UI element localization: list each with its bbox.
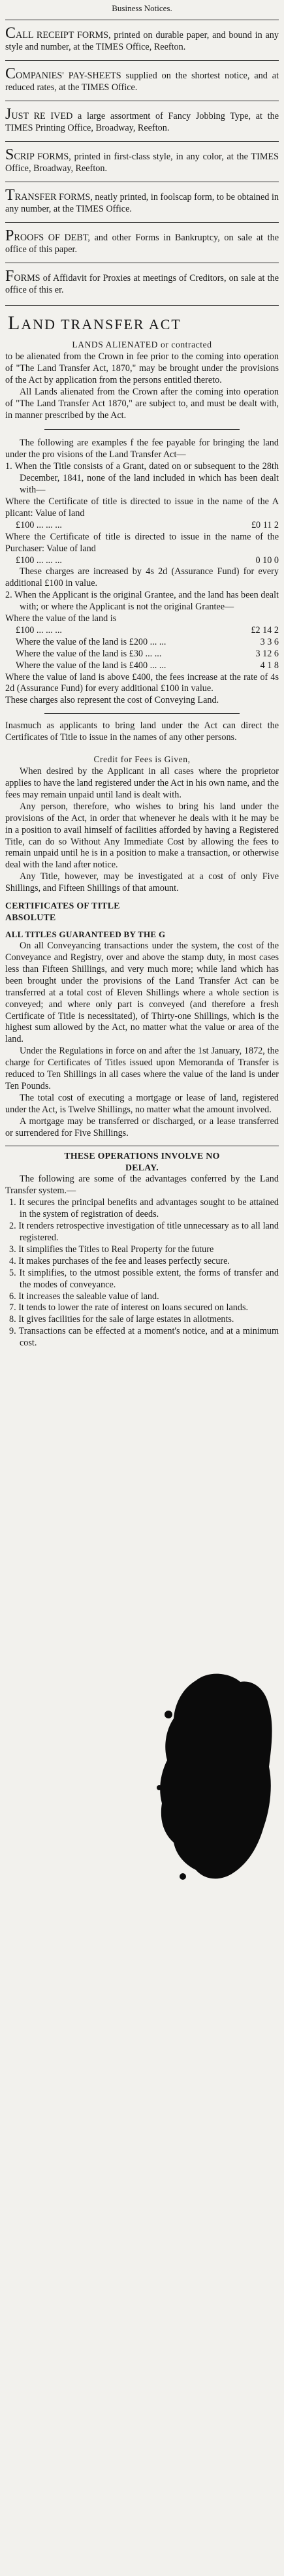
ad-fancy-jobbing-type <box>5 108 279 134</box>
paragraph: When desired by the Applicant in all cases where the proprietor applies to have the land registered under the Act in his own name, and the fees may remain unpaid until land is dealt with. <box>5 766 279 800</box>
drop-cap: J <box>5 106 12 123</box>
ad-text: OMPANIES' PAY-SHEETS supplied on the shortest notice, and at reduced rates, at the TIMES Office. <box>5 71 279 93</box>
lands-alienated-heading: LANDS ALIENATED or contracted <box>72 340 212 349</box>
divider <box>44 713 240 714</box>
list-item: 5. It simplifies, to the utmost possible extent, the forms of transfer and the modes of conveyance. <box>9 1267 279 1290</box>
example-2-c: Where the value of land is above £400, the fees increase at the rate of 4s 2d (Assurance Fund) for every additional £100 in value. <box>5 671 279 694</box>
example-1-d: These charges are increased by 4s 2d (Assurance Fund) for every additional £100 in value. <box>5 566 279 589</box>
ad-transfer-forms <box>5 189 279 215</box>
example-1-c: Where the Certificate of title is directed to issue in the name of the Purchaser: Value of land <box>5 531 279 554</box>
fee-row: £100 ... ... ... 0 10 0 <box>16 555 279 566</box>
divider <box>5 222 279 223</box>
list-item: 1. It secures the principal benefits and advantages sought to be attained in the system of registration of deeds. <box>9 1197 279 1220</box>
list-item: 4. It makes purchases of the fee and leases perfectly secure. <box>9 1255 230 1266</box>
paragraph: Under the Regulations in force on and after the 1st January, 1872, the charge for Certificates of Titles issued upon Memoranda of Transfer is reduced to Ten Shillings in all cases where the value of the land is under Ten Pounds. <box>5 1046 279 1091</box>
fee-row: £100 ... ... ... £2 14 2 <box>16 624 279 636</box>
divider <box>44 429 240 430</box>
example-2-d: These charges also represent the cost of Conveying Land. <box>5 695 219 706</box>
paragraph: Inasmuch as applicants to bring land under the Act can direct the Certificates of Title to issue in the names of any other persons. <box>5 720 279 743</box>
divider <box>5 305 279 306</box>
paragraph: A mortgage may be transferred or discharged, or a lease transferred or surrendered for Five Shillings. <box>5 1116 279 1138</box>
drop-cap: C <box>5 65 16 82</box>
example-2-b: Where the value of the land is <box>5 613 117 624</box>
paragraph: to be alienated from the Crown in fee prior to the coming into operation of "The Land Transfer Act, 1870," may be brought under the provisions of the Act by application from the persons entitled thereto. <box>5 351 279 385</box>
certificates-heading: CERTIFICATES OF TITLE <box>5 901 120 911</box>
list-item: 3. It simplifies the Titles to Real Property for the future <box>9 1244 214 1255</box>
list-item: 8. It gives facilities for the sale of large estates in allotments. <box>9 1314 234 1325</box>
land-transfer-act-notice <box>5 314 279 1349</box>
section-header: Business Notices. <box>112 3 172 13</box>
ad-text: UST RE IVED a large assortment of Fancy Jobbing Type, at the TIMES Printing Office, Broadway, Reefton. <box>5 111 279 133</box>
ad-text: ORMS of Affidavit for Proxies at meetings of Creditors, on sale at the office of this er. <box>5 273 279 295</box>
ad-scrip-forms <box>5 148 279 174</box>
ad-text: CRIP FORMS, printed in first-class style, in any color, at the TIMES Office, Broadway, Reefton. <box>5 152 279 174</box>
drop-cap: C <box>5 25 16 42</box>
all-titles-heading: ALL TITLES GUARANTEED BY THE G <box>5 929 166 940</box>
paragraph: All Lands alienated from the Crown after the coming into operation of "The Land Transfer Act 1870," are subject to, and must be dealt with, in manner prescribed by the Act. <box>5 386 279 421</box>
example-2-intro: 2. When the Applicant is the original Grantee, and the land has been dealt with; or where the Applicant is not the original Grantee— <box>5 590 279 613</box>
paragraph: On all Conveyancing transactions under the system, the cost of the Conveyance and Registry, over and above the stamp duty, in most cases less than Fifteen Shillings, and very much more; while land which has been brought under the provisions of the Land Transfer Act can be transferred at a total cost of Eleven Shillings where a whole section is conveyed; and where only part is conveyed (and therefore a fresh Certificate of Title is necessitated), of Thirty-one Shillings, which is the highest sum allowed by the Act, no matter what the value or area of the land. <box>5 941 279 1045</box>
credit-heading: Credit for Fees is Given, <box>93 754 191 765</box>
list-item: 2. It renders retrospective investigation of title unnecessary as to all land registered. <box>9 1221 279 1243</box>
ad-affidavit-forms <box>5 270 279 296</box>
list-item: 9. Transactions can be effected at a moment's notice, and at a minimum cost. <box>9 1326 279 1349</box>
ad-text: RANSFER FORMS, neatly printed, in foolscap form, to be obtained in any number, at the TIMES Office. <box>5 192 279 214</box>
ink-blot <box>157 1669 274 1884</box>
ad-proofs-of-debt <box>5 229 279 255</box>
drop-cap: P <box>5 227 14 244</box>
ad-text: ALL RECEIPT FORMS, printed on durable paper, and bound in any style and number, at the TIMES Office, Reefton. <box>5 30 279 52</box>
paragraph: The following are some of the advantages conferred by the Land Transfer system.— <box>5 1174 279 1197</box>
example-1-b: Where the Certificate of title is directed to issue in the name of the A plicant: Value of land <box>5 496 279 519</box>
example-1-intro: 1. When the Title consists of a Grant, dated on or subsequent to the 28th December, 1841, none of the land included in which has been dealt with— <box>5 461 279 496</box>
fee-row: Where the value of the land is £30 ... ... 3 12 6 <box>16 648 279 659</box>
advertisement-column <box>5 0 279 1349</box>
ad-companies-pay-sheets <box>5 67 279 93</box>
list-item: 6. It increases the saleable value of land. <box>9 1291 159 1302</box>
operations-heading: THESE OPERATIONS INVOLVE NO <box>64 1151 220 1161</box>
drop-cap: S <box>5 146 14 163</box>
divider <box>5 141 279 142</box>
paragraph: Any person, therefore, who wishes to bring his land under the provisions of the Act, in order that whenever he deals with it he may be in a position to avail himself of facilities afforded by having a Registered Title, can do so Without Any Immediate Cost by allowing the fees to remain unpaid until he is in a position to make a transaction, or otherwise deal with the land after notice. <box>5 801 279 871</box>
fee-row: £100 ... ... ... £0 11 2 <box>16 519 279 530</box>
list-item: 7. It tends to lower the rate of interest on loans secured on lands. <box>9 1302 249 1313</box>
fee-row: Where the value of the land is £400 ... ... 4 1 8 <box>16 660 279 671</box>
advantages-list <box>5 1197 279 1349</box>
drop-cap: T <box>5 187 15 204</box>
paragraph: Any Title, however, may be investigated at a cost of only Five Shillings, and Fifteen Shillings of that amount. <box>5 871 279 894</box>
ad-text: ROOFS OF DEBT, and other Forms in Bankruptcy, on sale at the office of this paper. <box>5 233 279 255</box>
notice-title: LAND TRANSFER ACT <box>8 312 181 334</box>
paragraph: The following are examples f the fee payable for bringing the land under the pro visions of the Land Transfer Act— <box>5 438 279 460</box>
delay-heading: DELAY. <box>125 1163 159 1173</box>
drop-cap: F <box>5 268 14 285</box>
divider <box>5 60 279 61</box>
ad-call-receipt-forms <box>5 27 279 53</box>
fee-row: Where the value of the land is £200 ... ... 3 3 6 <box>16 636 279 647</box>
absolute-heading: ABSOLUTE <box>5 912 56 923</box>
paragraph: The total cost of executing a mortgage or lease of land, registered under the Act, is Twelve Shillings, no matter what the amount involved. <box>5 1092 279 1115</box>
